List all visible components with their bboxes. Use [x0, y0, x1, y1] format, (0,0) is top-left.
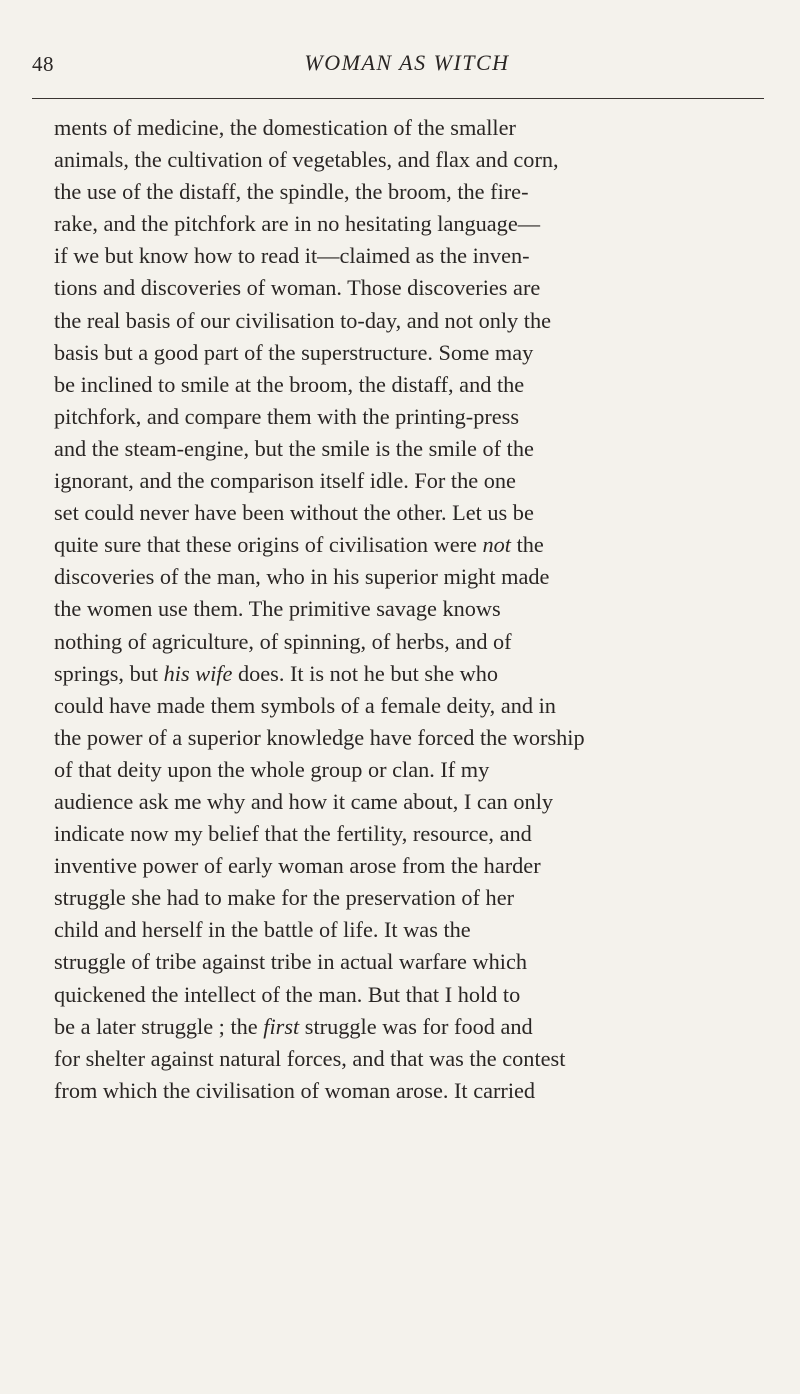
text-line	[54, 176, 766, 208]
text-line	[54, 465, 766, 497]
text-line	[54, 979, 766, 1011]
body-text	[54, 112, 766, 1107]
text-line	[54, 1075, 766, 1107]
text-line	[54, 561, 766, 593]
text-segment: springs, but	[54, 660, 164, 686]
text-segment: indicate now my belief that the fertility, resource, and	[54, 821, 532, 847]
text-line	[54, 433, 766, 465]
text-segment: child and herself in the battle of life. It was the	[54, 917, 471, 943]
text-line	[54, 946, 766, 978]
text-line	[54, 593, 766, 625]
text-line	[54, 786, 766, 818]
text-line	[54, 690, 766, 722]
text-segment: discoveries of the man, who in his superior might made	[54, 564, 550, 590]
text-segment: the power of a superior knowledge have forced the worship	[54, 724, 585, 750]
text-line	[54, 272, 766, 304]
text-line	[54, 882, 766, 914]
text-segment: nothing of agriculture, of spinning, of herbs, and of	[54, 628, 512, 654]
text-segment: animals, the cultivation of vegetables, and flax and corn,	[54, 147, 559, 173]
text-line	[54, 369, 766, 401]
text-segment: quite sure that these origins of civilisation were	[54, 532, 483, 558]
text-line	[54, 1043, 766, 1075]
text-line	[54, 337, 766, 369]
text-line	[54, 914, 766, 946]
text-segment: be inclined to smile at the broom, the distaff, and the	[54, 371, 525, 397]
text-line	[54, 144, 766, 176]
text-segment: be a later struggle ; the	[54, 1013, 264, 1039]
text-segment: tions and discoveries of woman. Those discoveries are	[54, 275, 541, 301]
text-segment: ignorant, and the comparison itself idle. For the one	[54, 468, 516, 494]
text-segment: ments of medicine, the domestication of the smaller	[54, 115, 516, 140]
text-segment: and the steam-engine, but the smile is the smile of the	[54, 435, 534, 461]
header-rule	[32, 98, 764, 99]
text-line	[54, 1011, 766, 1043]
italic-text: not	[482, 532, 511, 558]
text-segment: the real basis of our civilisation to-day, and not only the	[54, 307, 552, 333]
text-segment: of that deity upon the whole group or clan. If my	[54, 756, 490, 782]
text-line	[54, 401, 766, 433]
text-segment: from which the civilisation of woman arose. It carried	[54, 1077, 536, 1103]
running-title: WOMAN AS WITCH	[304, 50, 510, 75]
text-segment: basis but a good part of the superstructure. Some may	[54, 339, 534, 365]
page-number: 48	[32, 52, 54, 76]
text-line	[54, 658, 766, 690]
text-segment: inventive power of early woman arose from the harder	[54, 853, 541, 879]
text-segment: does. It is not he but she who	[232, 660, 499, 686]
text-segment: rake, and the pitchfork are in no hesitating language—	[54, 211, 541, 237]
text-line	[54, 497, 766, 529]
text-segment: struggle she had to make for the preservation of her	[54, 885, 515, 911]
italic-text: his wife	[163, 660, 233, 686]
text-line	[54, 208, 766, 240]
text-segment: for shelter against natural forces, and that was the contest	[54, 1045, 566, 1071]
text-segment: audience ask me why and how it came about, I can only	[54, 788, 554, 814]
text-line	[54, 722, 766, 754]
text-line	[54, 240, 766, 272]
text-line	[54, 112, 766, 144]
text-line	[54, 529, 766, 561]
running-head	[32, 50, 762, 90]
text-segment: the	[511, 532, 544, 558]
text-line	[54, 818, 766, 850]
text-segment: struggle of tribe against tribe in actual warfare which	[54, 949, 528, 975]
italic-text: first	[263, 1013, 300, 1039]
text-segment: pitchfork, and compare them with the printing-press	[54, 403, 520, 429]
text-segment: quickened the intellect of the man. But that I hold to	[54, 981, 521, 1007]
text-line	[54, 754, 766, 786]
text-segment: the use of the distaff, the spindle, the broom, the fire-	[54, 179, 529, 205]
text-line	[54, 850, 766, 882]
text-segment: set could never have been without the other. Let us be	[54, 500, 534, 526]
text-line	[54, 305, 766, 337]
text-line	[54, 626, 766, 658]
text-segment: if we but know how to read it—claimed as the inven-	[54, 243, 530, 269]
text-segment: the women use them. The primitive savage knows	[54, 596, 501, 622]
text-segment: struggle was for food and	[299, 1013, 533, 1039]
text-segment: could have made them symbols of a female deity, and in	[54, 692, 556, 718]
